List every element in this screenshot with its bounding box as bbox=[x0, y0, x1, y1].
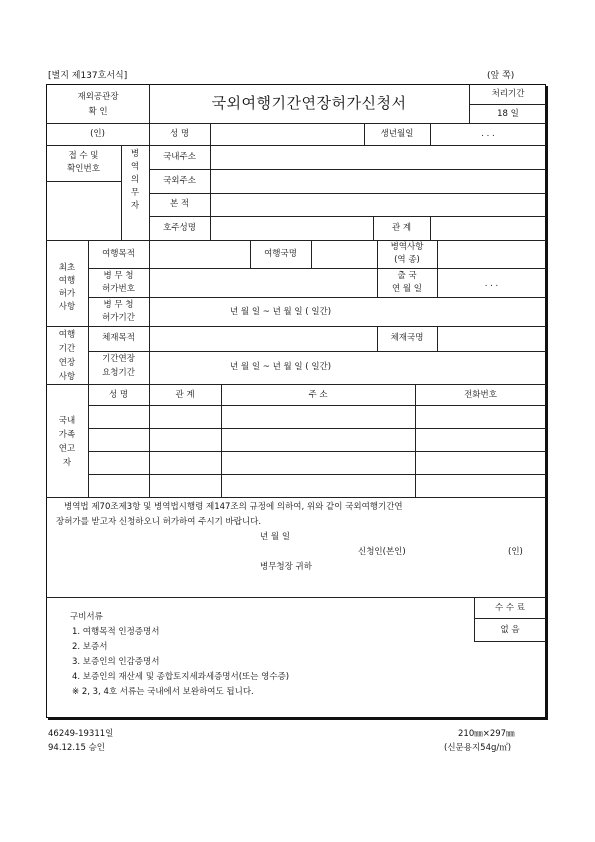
applicant-seal: (인) bbox=[508, 547, 523, 557]
addressee: 병무청장 귀하 bbox=[260, 562, 312, 572]
military-group-char: 병 bbox=[130, 149, 140, 159]
initial-group-line: 사항 bbox=[58, 302, 76, 312]
rule bbox=[474, 618, 546, 619]
relation-label: 관 계 bbox=[391, 223, 412, 233]
permit-number-label-1: 병 무 청 bbox=[103, 271, 134, 281]
birth-label: 생년월일 bbox=[380, 129, 414, 139]
rule bbox=[437, 326, 438, 351]
rule bbox=[88, 405, 546, 406]
domestic-address-label: 국내주소 bbox=[163, 152, 196, 162]
initial-group-line: 여행 bbox=[58, 276, 76, 286]
rule bbox=[88, 351, 546, 352]
seal-mark: (인) bbox=[90, 129, 105, 139]
statement-date: 년 월 일 bbox=[260, 532, 291, 542]
rule bbox=[149, 240, 150, 384]
rule bbox=[46, 384, 546, 385]
applicant-label: 신청인(본인) bbox=[358, 547, 406, 557]
permit-number-label-2: 허가번호 bbox=[102, 284, 135, 294]
statement-line-2: 장허가를 받고자 신청하오니 허가하여 주시기 바랍니다. bbox=[56, 517, 262, 527]
rule bbox=[210, 123, 211, 240]
rule bbox=[46, 145, 149, 146]
rule bbox=[46, 123, 546, 124]
rule bbox=[149, 193, 546, 194]
rule bbox=[430, 216, 431, 240]
rule bbox=[46, 597, 546, 598]
family-col-name: 성 명 bbox=[108, 390, 129, 400]
family-group-line: 자 bbox=[62, 458, 72, 468]
rule bbox=[88, 474, 546, 475]
military-group-char: 무 bbox=[130, 188, 140, 198]
fee-label: 수 수 료 bbox=[494, 603, 526, 613]
permit-period-label-1: 병 무 청 bbox=[103, 300, 134, 310]
rule bbox=[88, 268, 546, 269]
processing-label: 처리기간 bbox=[491, 89, 525, 99]
rule bbox=[311, 240, 312, 268]
departure-label-1: 출 국 bbox=[397, 271, 417, 281]
family-group-line: 연고 bbox=[58, 444, 76, 454]
householder-label: 호주성명 bbox=[163, 223, 196, 233]
rule bbox=[46, 326, 546, 327]
rule bbox=[149, 384, 150, 497]
footer-code: 46249-19311일 bbox=[48, 729, 114, 739]
doc-item: 1. 여행목적 인정증명서 bbox=[72, 627, 160, 637]
extension-group-line: 여행 bbox=[58, 330, 76, 340]
name-label: 성 명 bbox=[169, 129, 190, 139]
fee-value: 없 음 bbox=[500, 625, 520, 635]
page-side: (앞 쪽) bbox=[487, 71, 515, 81]
rule bbox=[88, 297, 546, 298]
stay-purpose-label: 체재목적 bbox=[102, 333, 135, 343]
request-period-value: 년 월 일 ~ 년 월 일 ( 일간) bbox=[230, 362, 332, 372]
processing-value: 18 일 bbox=[497, 109, 519, 119]
permit-period-label-2: 허가기간 bbox=[102, 313, 135, 323]
receipt-label-1: 접 수 및 bbox=[68, 151, 99, 161]
confirm-label: 확 인 bbox=[88, 107, 108, 117]
footer-approval: 94.12.15 승인 bbox=[48, 743, 105, 753]
military-group-char: 역 bbox=[130, 162, 140, 172]
military-status-label-1: 병역사항 bbox=[390, 242, 424, 252]
travel-purpose-label: 여행목적 bbox=[102, 249, 135, 259]
rule bbox=[46, 181, 121, 182]
military-group-char: 자 bbox=[130, 201, 140, 211]
extension-group-line: 기간 bbox=[58, 344, 76, 354]
receipt-label-2: 확인번호 bbox=[67, 164, 100, 174]
family-group-line: 국내 bbox=[58, 416, 76, 426]
family-col-address: 주 소 bbox=[308, 390, 328, 400]
extension-group-line: 연장 bbox=[58, 358, 76, 368]
rule bbox=[46, 497, 546, 498]
doc-note: ※ 2, 3, 4호 서류는 국내에서 보완하여도 됩니다. bbox=[72, 687, 254, 697]
request-period-label-1: 기간연장 bbox=[102, 354, 135, 364]
departure-label-2: 연 월 일 bbox=[391, 284, 423, 294]
statement-line-1: 병역법 제70조제3항 및 병역법시행령 제147조의 규정에 의하여, 위와 같이 국외여행기간연 bbox=[64, 502, 403, 512]
doc-item: 3. 보증인의 인감증명서 bbox=[72, 657, 160, 667]
rule bbox=[149, 216, 546, 217]
travel-country-label: 여행국명 bbox=[264, 249, 297, 259]
stay-country-label: 체재국명 bbox=[390, 333, 424, 343]
footer-size: 210㎜×297㎜ bbox=[458, 729, 515, 739]
rule bbox=[46, 240, 546, 241]
rule bbox=[149, 169, 546, 170]
initial-group-line: 허가 bbox=[58, 289, 76, 299]
birth-value: . . . bbox=[481, 129, 495, 139]
form-number: [별지 제137호서식] bbox=[48, 71, 128, 81]
request-period-label-2: 요청기간 bbox=[102, 368, 135, 378]
docs-heading: 구비서류 bbox=[70, 612, 103, 622]
military-group-char: 의 bbox=[130, 175, 140, 185]
extension-group-line: 사항 bbox=[58, 372, 76, 382]
form-title: 국외여행기간연장허가신청서 bbox=[211, 94, 407, 112]
military-status-label-2: (역 종) bbox=[394, 255, 420, 265]
consulate-label: 재외공관장 bbox=[77, 92, 119, 102]
overseas-address-label: 국외주소 bbox=[163, 176, 196, 186]
rule bbox=[415, 384, 416, 497]
permit-period-value: 년 월 일 ~ 년 월 일 ( 일간) bbox=[230, 307, 332, 317]
family-group-line: 가족 bbox=[58, 430, 76, 440]
rule bbox=[88, 428, 546, 429]
rule bbox=[469, 104, 546, 105]
initial-group-line: 최초 bbox=[58, 263, 76, 273]
rule bbox=[221, 384, 222, 497]
rule bbox=[149, 145, 546, 146]
footer-paper: (신문용지54g/㎡) bbox=[444, 743, 512, 753]
rule bbox=[88, 451, 546, 452]
family-col-relation: 관 계 bbox=[175, 390, 195, 400]
family-col-phone: 전화번호 bbox=[464, 390, 497, 400]
doc-item: 2. 보증서 bbox=[72, 642, 108, 652]
doc-item: 4. 보증인의 재산세 및 종합토지세과세증명서(또는 영수증) bbox=[72, 672, 290, 682]
departure-value: . . . bbox=[484, 279, 499, 289]
origin-label: 본 적 bbox=[169, 199, 190, 209]
rule bbox=[474, 641, 546, 642]
